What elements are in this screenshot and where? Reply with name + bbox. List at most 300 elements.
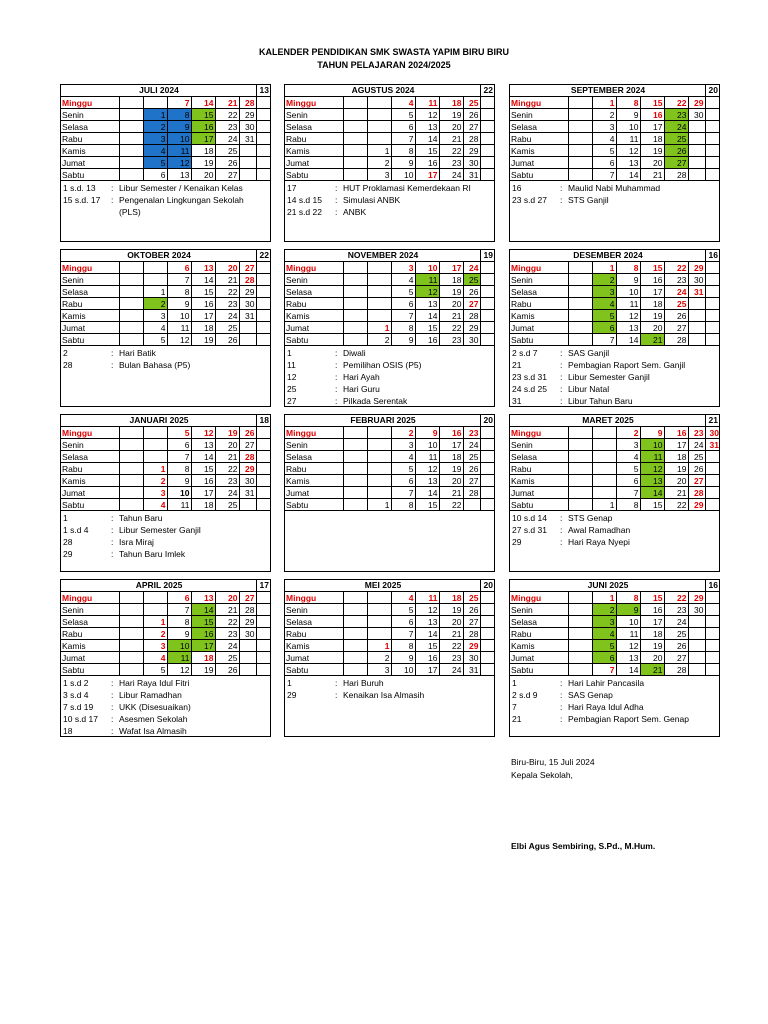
date-cell: 8: [167, 286, 191, 298]
date-cell: [568, 439, 592, 451]
event-description: Hari Ayah: [343, 372, 380, 382]
month-name: MEI 2025: [364, 580, 402, 590]
date-cell: [568, 604, 592, 616]
date-cell: [119, 439, 143, 451]
date-cell: 19: [439, 286, 463, 298]
date-cell: [480, 640, 495, 652]
month-events-list: [510, 511, 719, 548]
date-cell: [480, 439, 495, 451]
week-row: [510, 109, 720, 121]
date-cell: [688, 145, 705, 157]
event-date: 17: [287, 183, 297, 193]
date-cell: [568, 427, 592, 439]
date-cell: 4: [391, 592, 415, 604]
date-cell: [367, 487, 391, 499]
date-cell: 12: [640, 463, 664, 475]
date-cell: 21: [439, 133, 463, 145]
week-row: [61, 121, 271, 133]
date-cell: 18: [191, 322, 215, 334]
date-cell: [480, 262, 495, 274]
date-cell: [343, 604, 367, 616]
date-cell: 20: [640, 157, 664, 169]
event-separator: :: [335, 348, 338, 358]
month-title-bar: [510, 580, 719, 592]
week-row: [285, 616, 495, 628]
date-cell: [705, 157, 720, 169]
event-description: Libur Semester Ganjil: [568, 372, 650, 382]
week-row: [285, 262, 495, 274]
event-item: [287, 383, 494, 395]
date-cell: 2: [592, 604, 616, 616]
date-cell: 7: [592, 334, 616, 346]
date-cell: 1: [143, 463, 167, 475]
date-cell: 28: [664, 169, 688, 181]
event-date: 27 s.d 31: [512, 525, 547, 535]
date-cell: [568, 616, 592, 628]
date-cell: 14: [415, 310, 439, 322]
event-date: 24 s.d 25: [512, 384, 547, 394]
date-cell: [256, 640, 271, 652]
date-cell: [143, 604, 167, 616]
day-name-cell: Senin: [61, 604, 119, 616]
date-cell: 22: [439, 499, 463, 511]
date-cell: 13: [616, 322, 640, 334]
date-cell: 27: [688, 475, 705, 487]
event-item: [287, 371, 494, 383]
event-date: 10 s.d 14: [512, 513, 547, 523]
date-cell: 28: [239, 274, 256, 286]
month-events-list: [285, 676, 494, 701]
date-cell: 21: [439, 310, 463, 322]
month-block: [284, 579, 495, 737]
date-cell: [480, 592, 495, 604]
date-cell: 25: [463, 97, 480, 109]
date-cell: 17: [439, 439, 463, 451]
date-cell: [256, 487, 271, 499]
date-cell: 13: [191, 439, 215, 451]
date-cell: [256, 298, 271, 310]
event-item: [287, 359, 494, 371]
date-cell: 20: [664, 475, 688, 487]
event-description: Simulasi ANBK: [343, 195, 401, 205]
day-name-cell: Sabtu: [510, 664, 568, 676]
date-cell: 1: [592, 97, 616, 109]
date-cell: [705, 298, 720, 310]
day-name-cell: Minggu: [510, 262, 568, 274]
day-name-cell: Rabu: [510, 628, 568, 640]
date-cell: 16: [439, 427, 463, 439]
date-cell: [143, 97, 167, 109]
event-date: 10 s.d 17: [63, 714, 98, 724]
date-cell: 3: [143, 133, 167, 145]
date-cell: [343, 463, 367, 475]
date-cell: [480, 169, 495, 181]
date-cell: [463, 499, 480, 511]
event-separator: :: [560, 702, 563, 712]
date-cell: 29: [239, 616, 256, 628]
date-cell: 11: [167, 322, 191, 334]
week-row: [285, 604, 495, 616]
date-cell: 18: [640, 628, 664, 640]
date-cell: [343, 157, 367, 169]
date-cell: 10: [167, 640, 191, 652]
date-cell: [256, 451, 271, 463]
week-row: [61, 499, 271, 511]
week-row: [285, 427, 495, 439]
date-cell: 10: [415, 262, 439, 274]
date-cell: 15: [415, 145, 439, 157]
event-separator: :: [560, 525, 563, 535]
date-cell: [480, 664, 495, 676]
date-cell: 20: [439, 298, 463, 310]
day-name-cell: Kamis: [61, 475, 119, 487]
date-cell: 8: [167, 109, 191, 121]
event-description: Maulid Nabi Muhammad: [568, 183, 661, 193]
day-name-cell: Senin: [61, 274, 119, 286]
week-row: [285, 592, 495, 604]
date-cell: [568, 463, 592, 475]
date-cell: [688, 334, 705, 346]
week-row: [61, 145, 271, 157]
event-description: Hari Guru: [343, 384, 380, 394]
date-cell: [367, 592, 391, 604]
date-cell: 22: [439, 640, 463, 652]
event-date: 2 s.d 7: [512, 348, 538, 358]
date-cell: 14: [415, 628, 439, 640]
event-item: [512, 194, 719, 206]
date-cell: 11: [616, 298, 640, 310]
week-row: [61, 439, 271, 451]
day-name-cell: Jumat: [61, 487, 119, 499]
date-cell: [705, 604, 720, 616]
date-cell: 18: [664, 451, 688, 463]
date-cell: 5: [391, 109, 415, 121]
date-cell: [367, 475, 391, 487]
day-name-cell: Selasa: [510, 286, 568, 298]
date-cell: 20: [215, 439, 239, 451]
event-description: ANBK: [343, 207, 367, 217]
date-cell: [119, 121, 143, 133]
date-cell: [119, 628, 143, 640]
date-cell: 4: [143, 499, 167, 511]
event-description: (PLS): [119, 207, 141, 217]
date-cell: 11: [415, 592, 439, 604]
date-cell: [119, 427, 143, 439]
date-cell: 7: [167, 604, 191, 616]
month-title-bar: [61, 415, 270, 427]
event-item: [512, 395, 719, 407]
event-date: 1: [287, 678, 292, 688]
date-cell: 6: [167, 262, 191, 274]
date-cell: 12: [167, 157, 191, 169]
date-cell: 7: [391, 310, 415, 322]
event-item: [512, 689, 719, 701]
date-cell: 28: [239, 451, 256, 463]
date-cell: [568, 109, 592, 121]
event-description: Pilkada Serentak: [343, 396, 408, 406]
month-title-bar: [285, 415, 494, 427]
event-item: [287, 689, 494, 701]
date-cell: 9: [616, 274, 640, 286]
date-cell: 10: [167, 487, 191, 499]
date-cell: 21: [439, 487, 463, 499]
event-description: Pengenalan Lingkungan Sekolah: [119, 195, 244, 205]
date-cell: 27: [664, 652, 688, 664]
date-cell: [256, 628, 271, 640]
day-name-cell: Jumat: [61, 322, 119, 334]
date-cell: 5: [592, 310, 616, 322]
date-cell: 18: [191, 499, 215, 511]
month-name: JANUARI 2025: [129, 415, 189, 425]
date-cell: 23: [439, 157, 463, 169]
date-cell: 20: [439, 121, 463, 133]
event-date: 21 s.d 22: [287, 207, 322, 217]
date-cell: 28: [463, 487, 480, 499]
date-cell: 22: [215, 616, 239, 628]
event-description: Hari Raya Idul Adha: [568, 702, 644, 712]
date-cell: [367, 616, 391, 628]
date-cell: 31: [239, 133, 256, 145]
date-cell: 5: [391, 604, 415, 616]
date-cell: 26: [463, 604, 480, 616]
event-date: 14 s.d 15: [287, 195, 322, 205]
month-title-bar: [285, 580, 494, 592]
date-cell: [256, 664, 271, 676]
event-date: 27: [287, 396, 297, 406]
event-description: HUT Proklamasi Kemerdekaan RI: [343, 183, 471, 193]
event-date: [63, 206, 111, 218]
day-name-cell: Selasa: [510, 121, 568, 133]
day-name-cell: Selasa: [285, 286, 343, 298]
date-cell: 31: [239, 487, 256, 499]
week-row: [510, 439, 720, 451]
date-cell: [688, 310, 705, 322]
date-cell: 30: [688, 109, 705, 121]
month-name: DESEMBER 2024: [573, 250, 643, 260]
event-date: 16: [512, 183, 522, 193]
date-cell: 12: [616, 145, 640, 157]
date-cell: 30: [239, 298, 256, 310]
date-cell: [480, 310, 495, 322]
event-item: [63, 347, 270, 359]
day-name-cell: Kamis: [285, 145, 343, 157]
date-cell: 21: [215, 604, 239, 616]
date-cell: 2: [367, 334, 391, 346]
month-name: APRIL 2025: [135, 580, 183, 590]
date-cell: 19: [191, 157, 215, 169]
date-cell: [239, 499, 256, 511]
week-row: [285, 628, 495, 640]
date-cell: 12: [415, 604, 439, 616]
date-cell: 11: [167, 499, 191, 511]
date-cell: 28: [664, 664, 688, 676]
date-cell: 22: [664, 97, 688, 109]
date-cell: [480, 628, 495, 640]
date-cell: 27: [463, 616, 480, 628]
date-cell: 2: [143, 628, 167, 640]
date-cell: 6: [592, 157, 616, 169]
date-cell: 3: [616, 439, 640, 451]
week-row: [510, 652, 720, 664]
date-cell: 5: [592, 640, 616, 652]
date-cell: 19: [439, 109, 463, 121]
event-date: 28: [63, 537, 73, 547]
week-row: [510, 334, 720, 346]
date-cell: [343, 499, 367, 511]
date-cell: 20: [215, 592, 239, 604]
event-separator: :: [335, 690, 338, 700]
event-item: [512, 383, 719, 395]
week-row: [61, 109, 271, 121]
date-cell: 1: [143, 109, 167, 121]
date-cell: 15: [191, 109, 215, 121]
day-name-cell: Kamis: [285, 310, 343, 322]
week-row: [61, 640, 271, 652]
date-cell: 17: [191, 310, 215, 322]
date-cell: [256, 145, 271, 157]
date-cell: 23: [215, 475, 239, 487]
date-cell: [343, 286, 367, 298]
date-cell: 3: [391, 439, 415, 451]
date-cell: [367, 451, 391, 463]
day-name-cell: Kamis: [510, 475, 568, 487]
date-cell: [592, 451, 616, 463]
date-cell: [119, 652, 143, 664]
event-item: [512, 347, 719, 359]
date-cell: [343, 274, 367, 286]
date-cell: 22: [664, 592, 688, 604]
event-separator: :: [335, 183, 338, 193]
date-cell: [688, 298, 705, 310]
effective-weeks-count: 16: [705, 580, 719, 591]
month-day-table: [510, 592, 720, 676]
date-cell: [343, 121, 367, 133]
effective-weeks-count: 20: [480, 415, 494, 426]
date-cell: [119, 664, 143, 676]
event-item: [512, 512, 719, 524]
date-cell: 18: [439, 592, 463, 604]
day-name-cell: Rabu: [61, 463, 119, 475]
event-date: 29: [287, 690, 297, 700]
date-cell: 13: [415, 475, 439, 487]
day-name-cell: Sabtu: [285, 664, 343, 676]
event-item: [287, 395, 494, 407]
day-name-cell: Minggu: [510, 592, 568, 604]
document-title: KALENDER PENDIDIKAN SMK SWASTA YAPIM BIRU BIRU: [258, 47, 510, 57]
date-cell: [119, 145, 143, 157]
week-row: [285, 97, 495, 109]
date-cell: 30: [239, 121, 256, 133]
event-description: Pembagian Raport Sem. Ganjil: [568, 360, 686, 370]
month-day-table: [285, 262, 495, 346]
day-name-cell: Kamis: [61, 145, 119, 157]
event-separator: :: [560, 360, 563, 370]
date-cell: 25: [215, 652, 239, 664]
date-cell: 28: [239, 604, 256, 616]
date-cell: 14: [191, 97, 215, 109]
day-name-cell: Selasa: [61, 616, 119, 628]
event-item: [63, 206, 270, 218]
date-cell: 26: [463, 109, 480, 121]
event-item: [287, 206, 494, 218]
date-cell: 24: [215, 640, 239, 652]
date-cell: [256, 439, 271, 451]
date-cell: 16: [664, 427, 688, 439]
event-separator: :: [111, 513, 114, 523]
event-description: Kenaikan Isa Almasih: [343, 690, 425, 700]
date-cell: [568, 652, 592, 664]
date-cell: 24: [664, 616, 688, 628]
date-cell: 16: [640, 604, 664, 616]
date-cell: 10: [391, 664, 415, 676]
date-cell: [343, 427, 367, 439]
event-date: 21: [512, 360, 522, 370]
date-cell: 12: [415, 463, 439, 475]
event-date: 7 s.d 19: [63, 702, 94, 712]
date-cell: 18: [640, 133, 664, 145]
date-cell: 23: [664, 604, 688, 616]
date-cell: [367, 274, 391, 286]
date-cell: 27: [239, 592, 256, 604]
month-title-bar: [510, 250, 719, 262]
month-title-bar: [285, 250, 494, 262]
date-cell: 17: [640, 121, 664, 133]
date-cell: [343, 133, 367, 145]
day-name-cell: Minggu: [61, 427, 119, 439]
date-cell: 1: [592, 592, 616, 604]
date-cell: [239, 640, 256, 652]
date-cell: [480, 604, 495, 616]
date-cell: [119, 322, 143, 334]
date-cell: 1: [367, 322, 391, 334]
date-cell: 5: [143, 664, 167, 676]
event-description: Hari Raya Nyepi: [568, 537, 630, 547]
event-item: [63, 524, 270, 536]
event-separator: :: [560, 678, 563, 688]
week-row: [510, 451, 720, 463]
date-cell: 24: [439, 664, 463, 676]
effective-weeks-count: 13: [256, 85, 270, 96]
date-cell: 4: [143, 652, 167, 664]
date-cell: [367, 298, 391, 310]
date-cell: 24: [463, 439, 480, 451]
date-cell: 25: [664, 298, 688, 310]
month-day-table: [285, 592, 495, 676]
date-cell: 22: [439, 322, 463, 334]
date-cell: 29: [239, 109, 256, 121]
date-cell: [343, 451, 367, 463]
event-item: [512, 713, 719, 725]
date-cell: [705, 628, 720, 640]
date-cell: 25: [215, 322, 239, 334]
date-cell: [568, 262, 592, 274]
date-cell: 27: [463, 298, 480, 310]
date-cell: 24: [215, 487, 239, 499]
date-cell: 29: [688, 592, 705, 604]
week-row: [285, 109, 495, 121]
week-row: [510, 592, 720, 604]
date-cell: 20: [439, 616, 463, 628]
event-date: 23 s.d 31: [512, 372, 547, 382]
date-cell: 29: [239, 463, 256, 475]
day-name-cell: Kamis: [61, 640, 119, 652]
date-cell: 5: [616, 463, 640, 475]
date-cell: 7: [616, 487, 640, 499]
date-cell: [119, 334, 143, 346]
month-events-list: [61, 181, 270, 218]
date-cell: [239, 169, 256, 181]
week-row: [61, 322, 271, 334]
